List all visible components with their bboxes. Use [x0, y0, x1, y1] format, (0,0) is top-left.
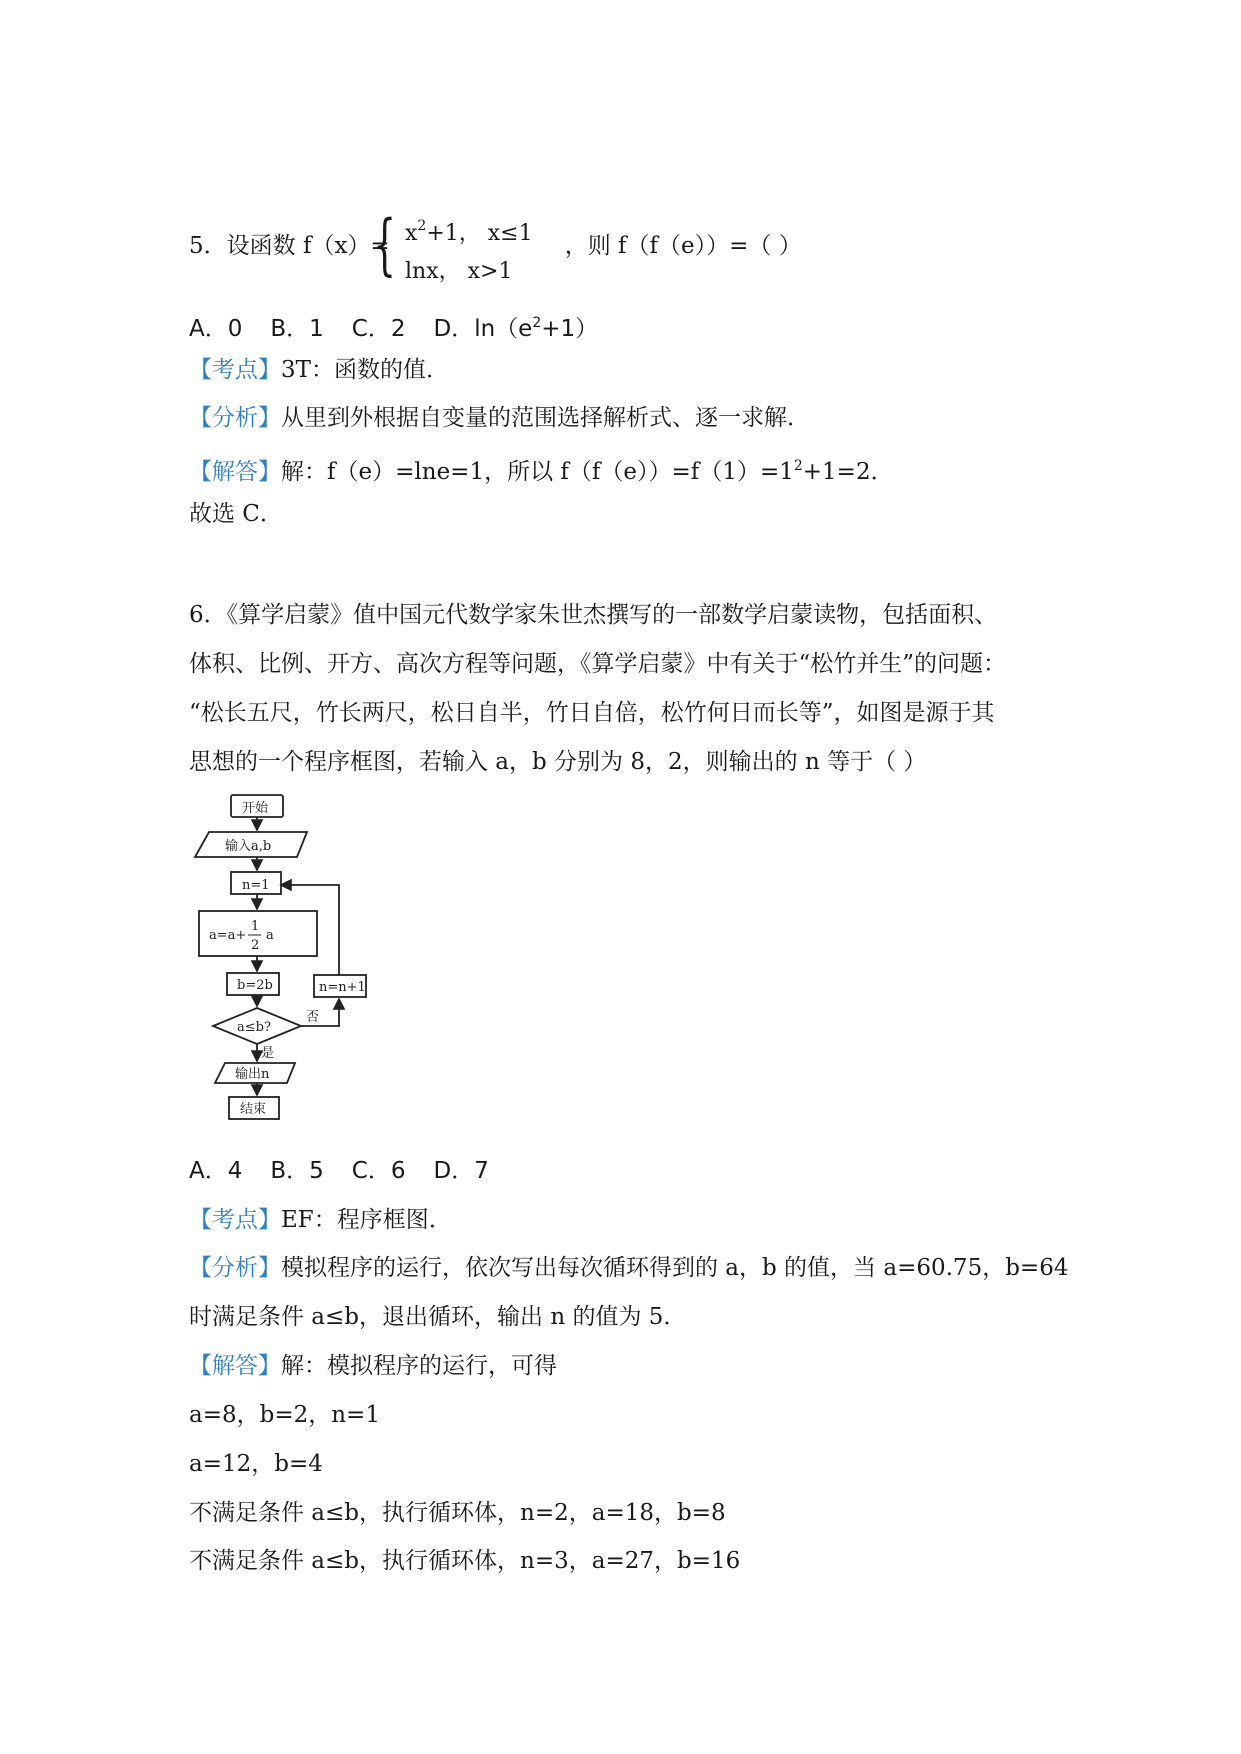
- q6-step-1: a=8，b=2，n=1: [189, 1402, 380, 1428]
- kaodian-tag: 【考点】: [189, 357, 281, 383]
- q5-stem-suffix: ，则 f（f（e））=（ ）: [564, 233, 802, 259]
- q6-option-b: B．5: [270, 1158, 324, 1184]
- q5-option-a: A．0: [189, 316, 243, 342]
- q6-kaodian: 【考点】EF：程序框图．: [189, 1207, 452, 1233]
- piece-row-1: $x^2+1$， x≤1: [405, 218, 533, 246]
- jieda-tag: 【解答】: [189, 459, 281, 485]
- q6-jieda: 【解答】解：模拟程序的运行，可得: [189, 1353, 557, 1379]
- flow-decision-text: a≤b?: [237, 1020, 271, 1035]
- flow-output-text: 输出n: [235, 1067, 270, 1082]
- q5-option-b: B．1: [270, 316, 324, 342]
- q5-conclusion: 故选 C．: [189, 501, 283, 527]
- piecewise-function: [373, 206, 535, 288]
- q6-step-2: a=12，b=4: [189, 1451, 323, 1477]
- flow-step-a-num: 1: [251, 919, 260, 934]
- flow-step-b-text: b=2b: [237, 978, 273, 993]
- q5-kaodian: 【考点】3T：函数的值．: [189, 357, 449, 383]
- flow-yes-label: 是: [261, 1046, 275, 1061]
- q6-option-a: A．4: [189, 1158, 243, 1184]
- flow-step-a-den: 2: [251, 938, 260, 953]
- flow-end-text: 结束: [240, 1102, 267, 1117]
- q5-jieda: 【解答】解：f（e）=lne=1，所以 $f(f(e))=f(1)=1^2+1=2$．: [189, 458, 894, 485]
- q6-stem-line-1: 6．《算学启蒙》值中国元代数学家朱世杰撰写的一部数学启蒙读物，包括面积、: [189, 602, 998, 628]
- q5-option-c: C．2: [351, 316, 406, 342]
- q6-stem-line-4: 思想的一个程序框图，若输入 a，b 分别为 8，2，则输出的 n 等于（ ）: [189, 749, 927, 775]
- q6-fenxi-line-1: 【分析】模拟程序的运行，依次写出每次循环得到的 a，b 的值，当 a=60.75，b=64: [189, 1255, 1069, 1281]
- q5-stem-prefix: 5．设函数 f（x）=: [189, 233, 390, 259]
- q6-option-d: D．7: [433, 1158, 489, 1184]
- flow-increment-text: n=n+1: [319, 980, 366, 995]
- flow-input-text: 输入a,b: [225, 839, 272, 854]
- q6-step-3: 不满足条件 a≤b，执行循环体，n=2，a=18，b=8: [189, 1500, 726, 1526]
- flow-step-a-post: a: [266, 928, 274, 943]
- q5-option-d: D．$\ln(e^2+1)$: [433, 315, 599, 342]
- flowchart: [189, 793, 399, 1143]
- q6-stem-line-2: 体积、比例、开方、高次方程等问题，《算学启蒙》中有关于“松竹并生”的问题：: [189, 651, 1007, 677]
- jieda-tag: 【解答】: [189, 1353, 281, 1379]
- q6-fenxi-line-2: 时满足条件 a≤b，退出循环，输出 n 的值为 5．: [189, 1304, 687, 1330]
- left-brace: {: [373, 206, 397, 283]
- q5-fenxi: 【分析】从里到外根据自变量的范围选择解析式、逐一求解．: [189, 405, 810, 431]
- piece-row-2: lnx， x>1: [405, 259, 513, 284]
- q5-options: [189, 308, 626, 344]
- q6-stem-line-3: “松长五尺，竹长两尺，松日自半，竹日自倍，松竹何日而长等”，如图是源于其: [189, 700, 995, 726]
- fenxi-tag: 【分析】: [189, 405, 281, 431]
- q6-options: [189, 1156, 517, 1186]
- kaodian-tag: 【考点】: [189, 1207, 281, 1233]
- flow-step-a-pre: a=a+: [209, 928, 247, 943]
- q6-step-4: 不满足条件 a≤b，执行循环体，n=3，a=27，b=16: [189, 1548, 741, 1574]
- q6-option-c: C．6: [351, 1158, 406, 1184]
- flow-init-text: n=1: [242, 878, 270, 893]
- flow-no-label: 否: [306, 1010, 320, 1025]
- fenxi-tag: 【分析】: [189, 1255, 281, 1281]
- flow-start-text: 开始: [242, 801, 269, 816]
